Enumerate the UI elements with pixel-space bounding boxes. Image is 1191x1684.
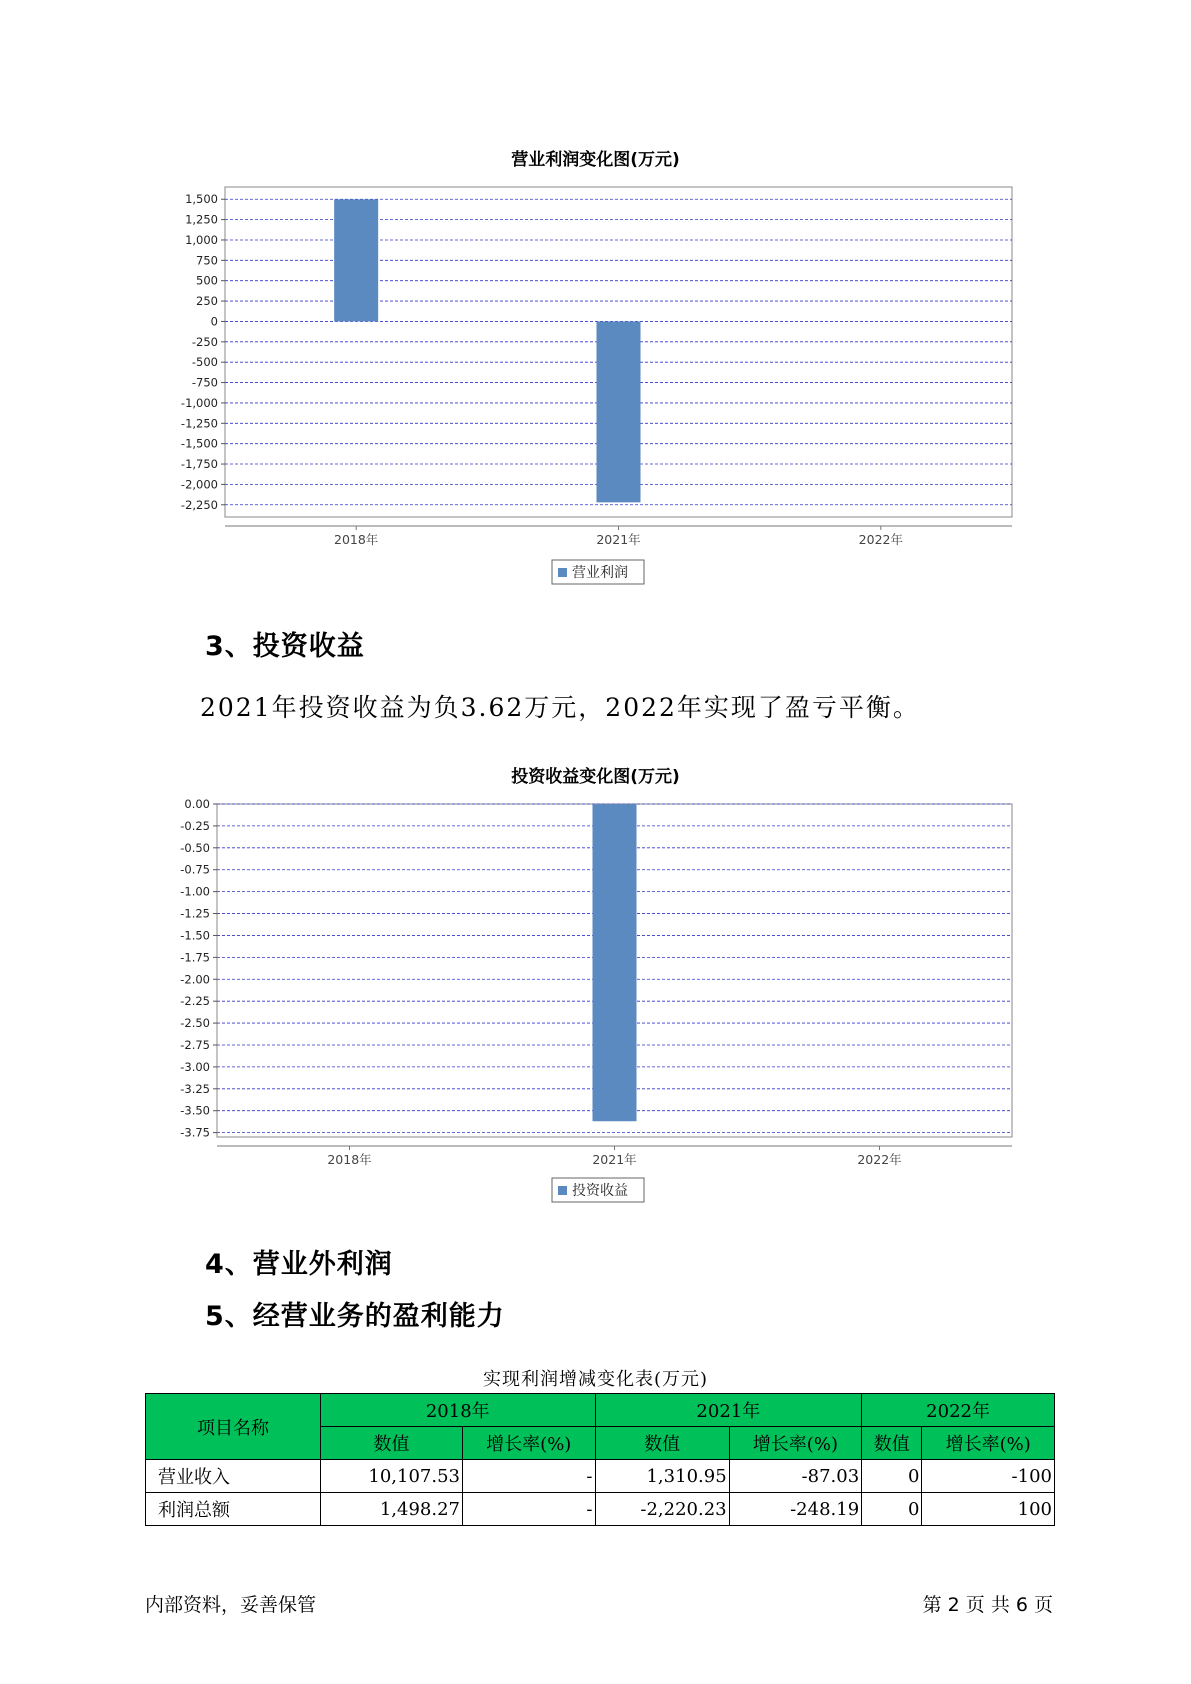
growth-header: 增长率(%): [922, 1427, 1055, 1460]
y-tick-label: -1.75: [180, 950, 210, 965]
y-tick-label: 0.00: [184, 797, 210, 811]
y-tick-label: -1,750: [180, 457, 218, 472]
op-profit-chart: [0, 0, 1191, 600]
table-cell: -: [463, 1460, 596, 1493]
op-profit-chart-title: 营业利润变化图(万元): [511, 150, 680, 170]
legend-swatch: [558, 568, 567, 577]
y-tick-label: -1.00: [180, 884, 210, 899]
legend-label: 营业利润: [572, 565, 628, 581]
table-cell: 0: [862, 1493, 922, 1526]
x-tick-label: 2021年: [596, 532, 641, 547]
bar: [597, 321, 641, 502]
table-row: [146, 1460, 1055, 1493]
table-cell: 0: [862, 1460, 922, 1493]
section-3-heading: 3、投资收益: [205, 631, 365, 662]
value-header: 数值: [595, 1427, 729, 1460]
table-cell: 1,498.27: [321, 1493, 463, 1526]
y-tick-label: -0.50: [180, 840, 210, 855]
y-tick-label: 0: [210, 314, 218, 329]
y-tick-label: -0.25: [180, 818, 210, 833]
profit-change-table: [145, 1393, 1055, 1526]
value-header: 数值: [321, 1427, 463, 1460]
y-tick-label: -2.75: [180, 1037, 210, 1052]
x-tick-label: 2022年: [858, 532, 903, 547]
y-tick-label: -2.00: [180, 972, 210, 987]
table-cell: 10,107.53: [321, 1460, 463, 1493]
section-3-text: 2021年投资收益为负3.62万元，2022年实现了盈亏平衡。: [200, 693, 920, 722]
y-tick-label: -250: [191, 334, 218, 349]
year-header-2022: 2022年: [862, 1394, 1055, 1427]
y-tick-label: 1,500: [185, 192, 218, 207]
y-tick-label: 750: [196, 253, 218, 268]
y-tick-label: -2.50: [180, 1016, 210, 1031]
y-tick-label: -3.75: [180, 1125, 210, 1140]
x-tick-label: 2021年: [592, 1152, 637, 1167]
y-tick-label: -2,250: [180, 497, 218, 512]
table-cell: -2,220.23: [595, 1493, 729, 1526]
table-cell: -87.03: [729, 1460, 862, 1493]
y-tick-label: -2,000: [180, 477, 218, 492]
legend-label: 投资收益: [572, 1183, 628, 1199]
y-tick-label: -500: [191, 355, 218, 370]
growth-header: 增长率(%): [463, 1427, 596, 1460]
year-header-2018: 2018年: [321, 1394, 596, 1427]
footer-page-number: 第 2 页 共 6 页: [922, 1594, 1053, 1616]
y-tick-label: -1,000: [180, 395, 218, 410]
section-4-heading: 4、营业外利润: [205, 1249, 393, 1280]
legend-swatch: [558, 1186, 567, 1195]
y-tick-label: 1,250: [185, 212, 218, 227]
x-tick-label: 2018年: [327, 1152, 372, 1167]
x-tick-label: 2018年: [334, 532, 379, 547]
table-cell: 100: [922, 1493, 1055, 1526]
year-header-2021: 2021年: [595, 1394, 862, 1427]
table-caption: 实现利润增减变化表(万元): [482, 1369, 709, 1390]
y-tick-label: -1,500: [180, 436, 218, 451]
y-tick-label: -2.25: [180, 994, 210, 1009]
y-tick-label: 1,000: [185, 232, 218, 247]
growth-header: 增长率(%): [729, 1427, 862, 1460]
table-cell: -100: [922, 1460, 1055, 1493]
table-cell: -248.19: [729, 1493, 862, 1526]
table-cell: -: [463, 1493, 596, 1526]
footer-confidential: 内部资料，妥善保管: [145, 1594, 317, 1616]
y-tick-label: 500: [196, 273, 218, 288]
y-tick-label: -0.75: [180, 862, 210, 877]
invest-chart-title: 投资收益变化图(万元): [511, 767, 680, 787]
y-tick-label: 250: [196, 294, 218, 309]
y-tick-label: -3.25: [180, 1081, 210, 1096]
table-row: [146, 1493, 1055, 1526]
invest-chart: [0, 600, 1191, 1210]
y-tick-label: -3.00: [180, 1059, 210, 1074]
y-tick-label: -3.50: [180, 1103, 210, 1118]
item-name-header: 项目名称: [146, 1394, 321, 1460]
bar: [334, 199, 378, 321]
row-label: 利润总额: [146, 1493, 321, 1526]
bar: [593, 804, 637, 1121]
table-cell: 1,310.95: [595, 1460, 729, 1493]
y-tick-label: -750: [191, 375, 218, 390]
y-tick-label: -1.25: [180, 906, 210, 921]
y-tick-label: -1,250: [180, 416, 218, 431]
x-tick-label: 2022年: [857, 1152, 902, 1167]
row-label: 营业收入: [146, 1460, 321, 1493]
y-tick-label: -1.50: [180, 928, 210, 943]
section-5-heading: 5、经营业务的盈利能力: [205, 1301, 505, 1332]
value-header: 数值: [862, 1427, 922, 1460]
